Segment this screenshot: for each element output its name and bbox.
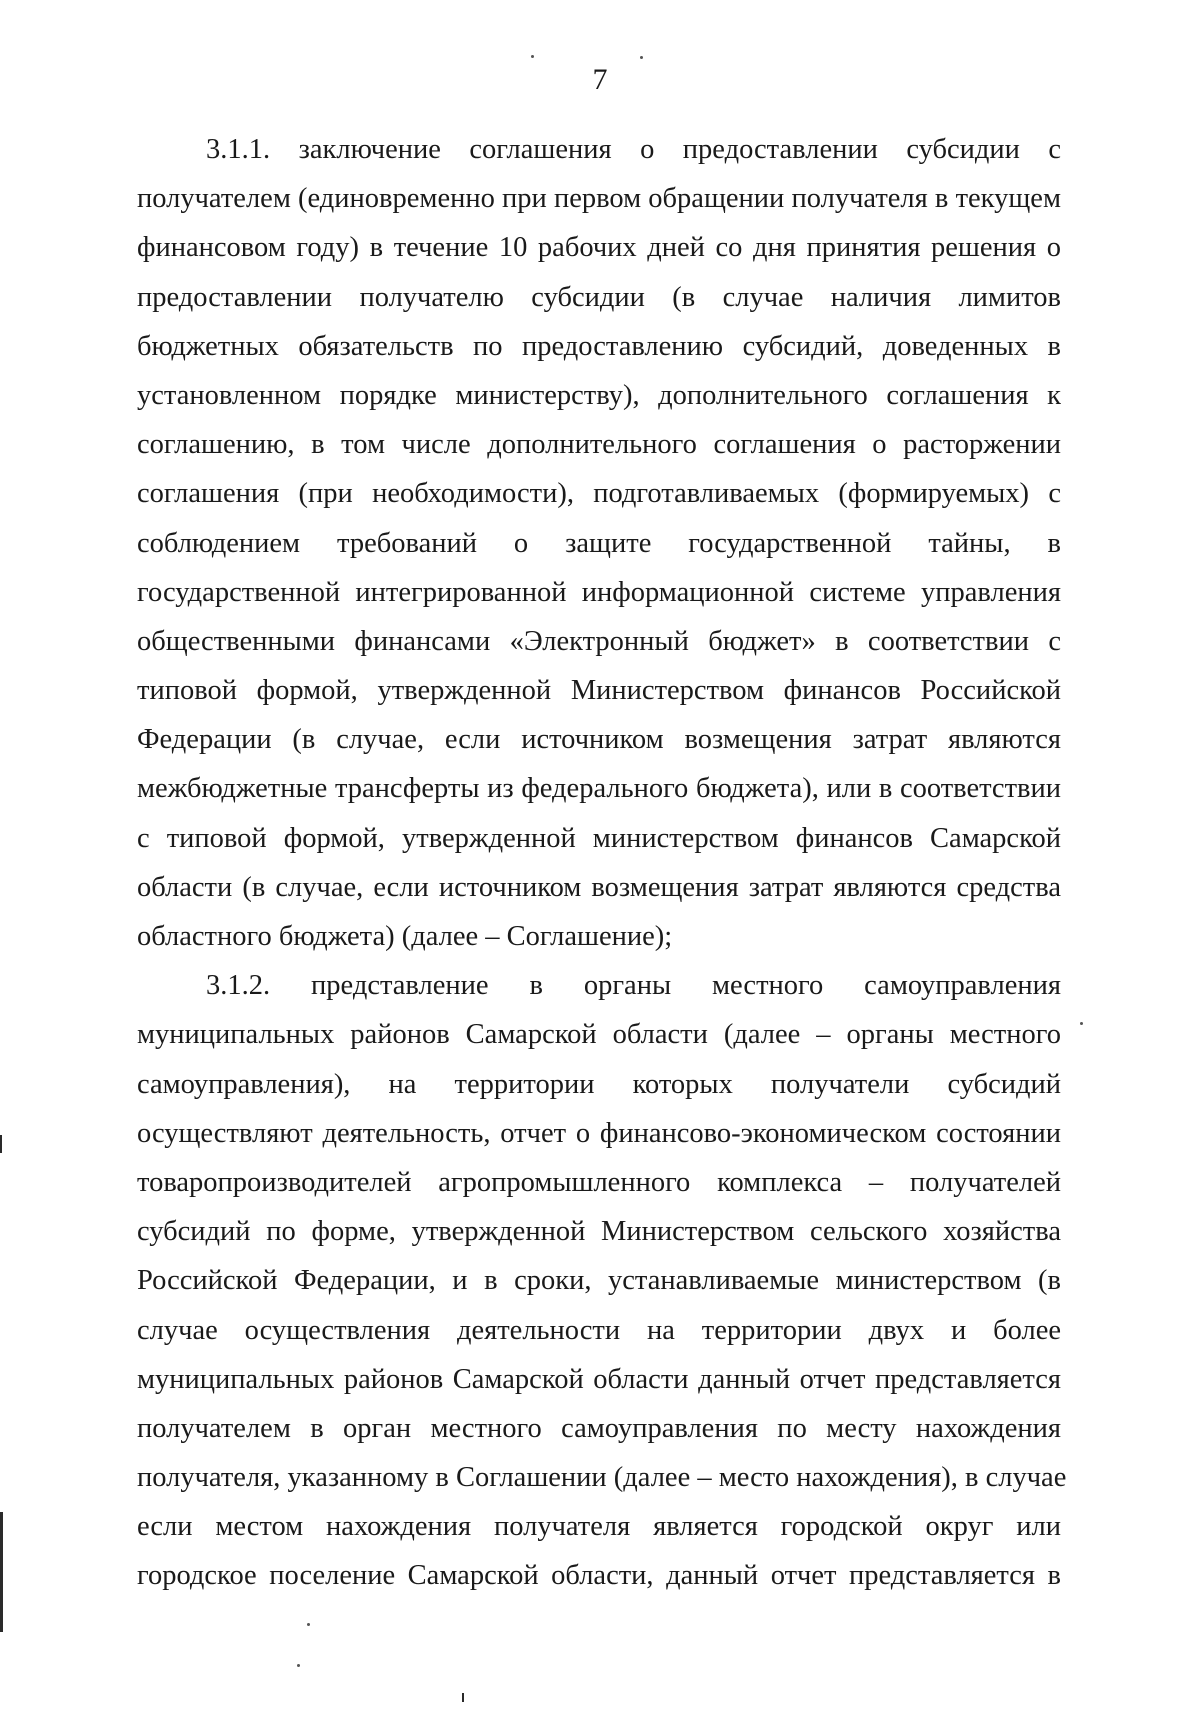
text-line: установленном порядке министерству), дополнительного соглашения к <box>137 379 1061 411</box>
scan-edge-mark <box>0 1135 2 1153</box>
text-line: муниципальных районов Самарской области данный отчет представляется <box>137 1363 1061 1395</box>
text-line: Федерации (в случае, если источником возмещения затрат являются <box>137 724 1061 756</box>
paragraph-3-1-1 <box>137 125 1061 961</box>
text-line: осуществляют деятельность, отчет о финансово-экономическом состоянии <box>137 1117 1061 1149</box>
text-line: если местом нахождения получателя является городской округ или <box>137 1511 1061 1543</box>
text-line: области (в случае, если источником возмещения затрат являются средства <box>137 871 1061 903</box>
text-line: с типовой формой, утвержденной министерством финансов Самарской <box>137 822 1061 854</box>
text-line: Российской Федерации, и в сроки, устанавливаемые министерством (в <box>137 1265 1061 1297</box>
paragraph-3-1-2 <box>137 961 1067 1600</box>
document-body <box>137 125 1067 1601</box>
scan-speck <box>297 1664 300 1667</box>
scan-speck <box>307 1623 310 1626</box>
text-line: соблюдением требований о защите государственной тайны, в <box>137 527 1061 559</box>
text-line: соглашению, в том числе дополнительного соглашения о расторжении <box>137 429 1061 461</box>
scan-speck <box>1080 1022 1083 1025</box>
text-line: получателем в орган местного самоуправления по месту нахождения <box>137 1412 1061 1444</box>
text-line: городское поселение Самарской области, данный отчет представляется в <box>137 1560 1061 1592</box>
text-line: получателя, указанному в Соглашении (далее – место нахождения), в случае <box>137 1462 1067 1494</box>
text-line: получателем (единовременно при первом обращении получателя в текущем <box>137 183 1061 215</box>
page-number: 7 <box>592 63 608 96</box>
text-line: межбюджетные трансферты из федерального бюджета), или в соответствии <box>137 773 1061 805</box>
scan-edge-mark <box>0 1512 3 1632</box>
text-line: предоставлении получателю субсидии (в случае наличия лимитов <box>137 281 1061 313</box>
scan-speck <box>462 1693 464 1702</box>
text-line: 3.1.1. заключение соглашения о предоставлении субсидии с <box>206 134 1061 165</box>
text-line: субсидий по форме, утвержденной Министерством сельского хозяйства <box>137 1216 1061 1248</box>
text-line: общественными финансами «Электронный бюджет» в соответствии с <box>137 625 1061 657</box>
text-line: государственной интегрированной информационной системе управления <box>137 576 1061 608</box>
text-line: 3.1.2. представление в органы местного самоуправления <box>206 970 1061 1002</box>
text-line: типовой формой, утвержденной Министерством финансов Российской <box>137 675 1061 707</box>
scan-speck <box>531 55 534 58</box>
text-line: самоуправления), на территории которых получатели субсидий <box>137 1068 1061 1100</box>
text-line: муниципальных районов Самарской области (далее – органы местного <box>137 1019 1061 1051</box>
text-line: финансовом году) в течение 10 рабочих дней со дня принятия решения о <box>137 232 1061 264</box>
text-line: случае осуществления деятельности на территории двух и более <box>137 1314 1061 1346</box>
scan-speck <box>640 56 643 59</box>
text-line: бюджетных обязательств по предоставлению субсидий, доведенных в <box>137 330 1061 362</box>
text-line: областного бюджета) (далее – Соглашение); <box>137 921 673 952</box>
text-line: соглашения (при необходимости), подготавливаемых (формируемых) с <box>137 478 1061 510</box>
text-line: товаропроизводителей агропромышленного комплекса – получателей <box>137 1166 1061 1198</box>
